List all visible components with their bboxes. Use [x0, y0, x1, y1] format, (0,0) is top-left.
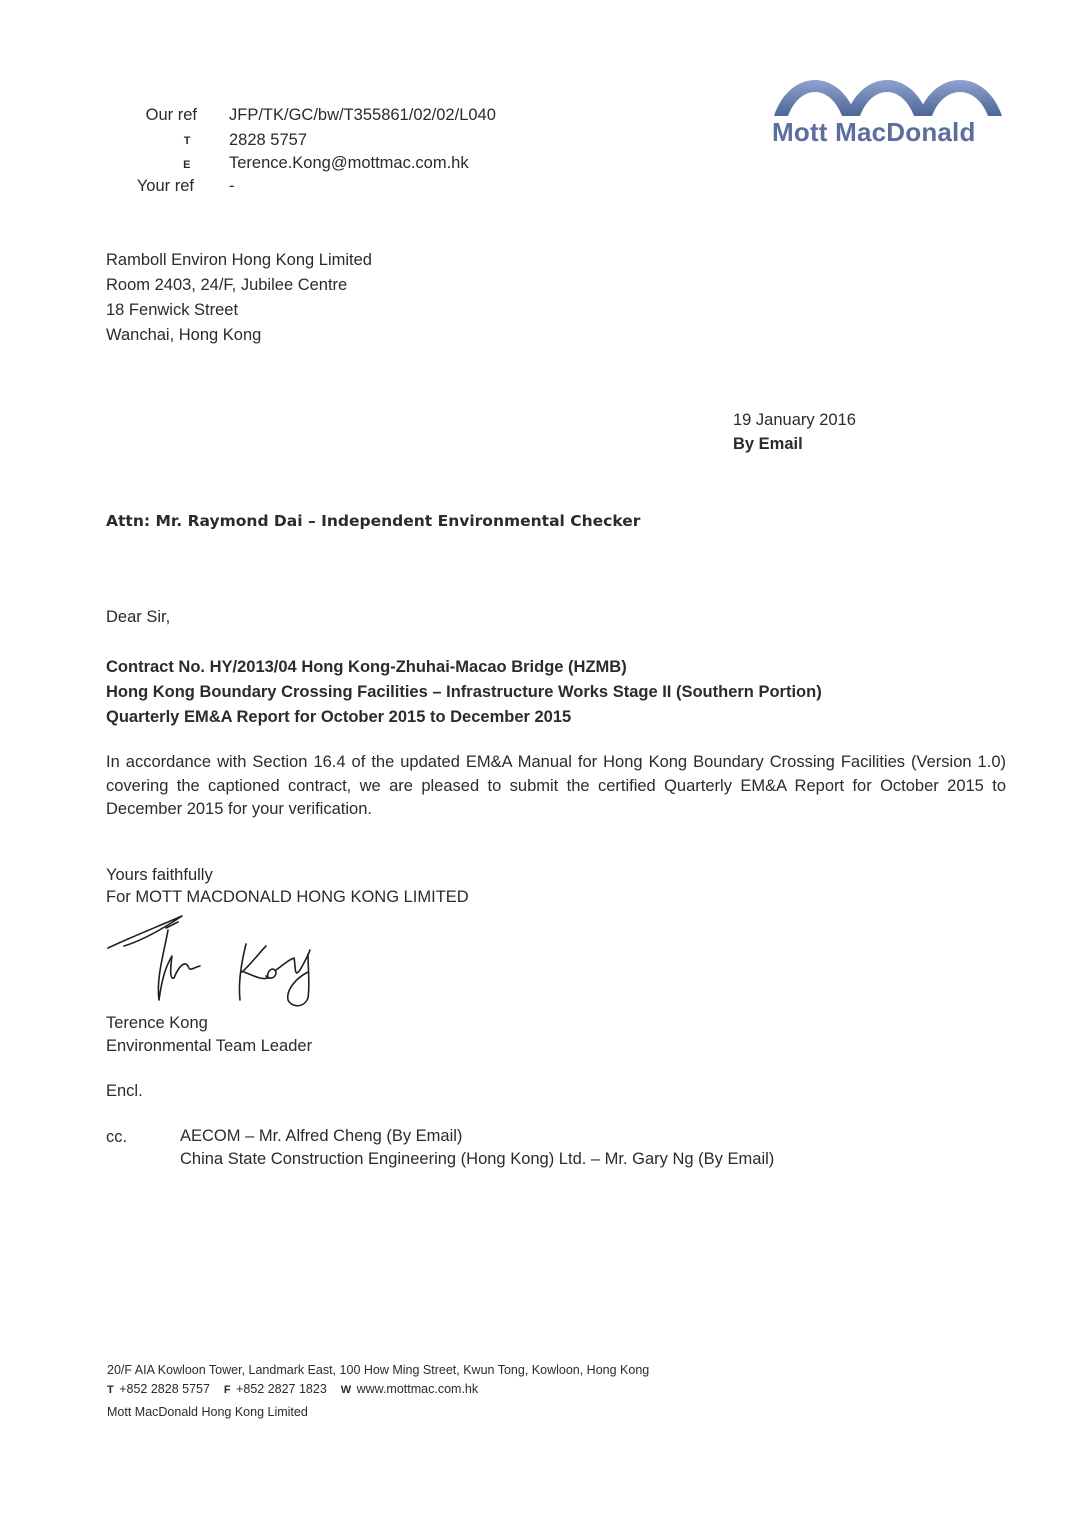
subject-line-1: Contract No. HY/2013/04 Hong Kong-Zhuhai-Macao Bridge (HZMB): [106, 658, 627, 676]
footer-contacts: [107, 1382, 478, 1396]
footer-telephone-value: +852 2828 5757: [119, 1382, 210, 1396]
email-label: E: [183, 159, 191, 171]
subject-line-2: Hong Kong Boundary Crossing Facilities – Infrastructure Works Stage II (Southern Portion): [106, 683, 822, 701]
delivery-method: By Email: [733, 435, 803, 453]
footer-web-label: W: [340, 1384, 352, 1396]
recipient-line-1: Ramboll Environ Hong Kong Limited: [106, 251, 372, 269]
company-logo-text: Mott MacDonald: [772, 117, 976, 147]
recipient-line-3: 18 Fenwick Street: [106, 301, 239, 319]
footer-fax-value: +852 2827 1823: [236, 1382, 327, 1396]
footer-fax-label: F: [223, 1384, 231, 1396]
signer-name: Terence Kong: [106, 1014, 208, 1032]
handwritten-signature: [104, 908, 324, 1018]
recipient-line-4: Wanchai, Hong Kong: [106, 326, 262, 344]
subject-line-3: Quarterly EM&A Report for October 2015 to December 2015: [106, 708, 572, 726]
body-paragraph: In accordance with Section 16.4 of the updated EM&A Manual for Hong Kong Boundary Crossing Facilities (Version 1.0) covering the captioned contract, we are pleased to submit the certified Quarterly EM&A Report for October 2015 to December 2015 for your verification.: [106, 753, 1006, 818]
our-ref-label: Our ref: [145, 106, 197, 124]
attention-line: Attn: Mr. Raymond Dai – Independent Environmental Checker: [106, 512, 641, 530]
cc-line-1: AECOM – Mr. Alfred Cheng (By Email): [180, 1127, 463, 1145]
enclosure-label: Encl.: [106, 1082, 143, 1100]
telephone-value: 2828 5757: [229, 131, 307, 149]
company-logo-arches: [772, 66, 1004, 116]
footer-company: Mott MacDonald Hong Kong Limited: [107, 1405, 308, 1419]
footer-address: 20/F AIA Kowloon Tower, Landmark East, 100 How Ming Street, Kwun Tong, Kowloon, Hong Kong: [107, 1363, 650, 1377]
your-ref-value: -: [229, 177, 235, 195]
salutation: Dear Sir,: [106, 608, 171, 626]
signer-title: Environmental Team Leader: [106, 1037, 313, 1055]
your-ref-label: Your ref: [136, 177, 194, 195]
footer-telephone-label: T: [107, 1384, 114, 1396]
email-value: Terence.Kong@mottmac.com.hk: [229, 154, 469, 172]
closing-line-1: Yours faithfully: [106, 866, 213, 884]
cc-line-2: China State Construction Engineering (Hong Kong) Ltd. – Mr. Gary Ng (By Email): [180, 1150, 775, 1168]
footer-web-value: www.mottmac.com.hk: [356, 1382, 479, 1396]
our-ref-value: JFP/TK/GC/bw/T355861/02/02/L040: [229, 106, 496, 124]
letter-date: 19 January 2016: [733, 411, 856, 429]
cc-label: cc.: [106, 1128, 128, 1146]
closing-line-2: For MOTT MACDONALD HONG KONG LIMITED: [106, 888, 469, 906]
recipient-line-2: Room 2403, 24/F, Jubilee Centre: [106, 276, 348, 294]
telephone-label: T: [183, 135, 191, 147]
